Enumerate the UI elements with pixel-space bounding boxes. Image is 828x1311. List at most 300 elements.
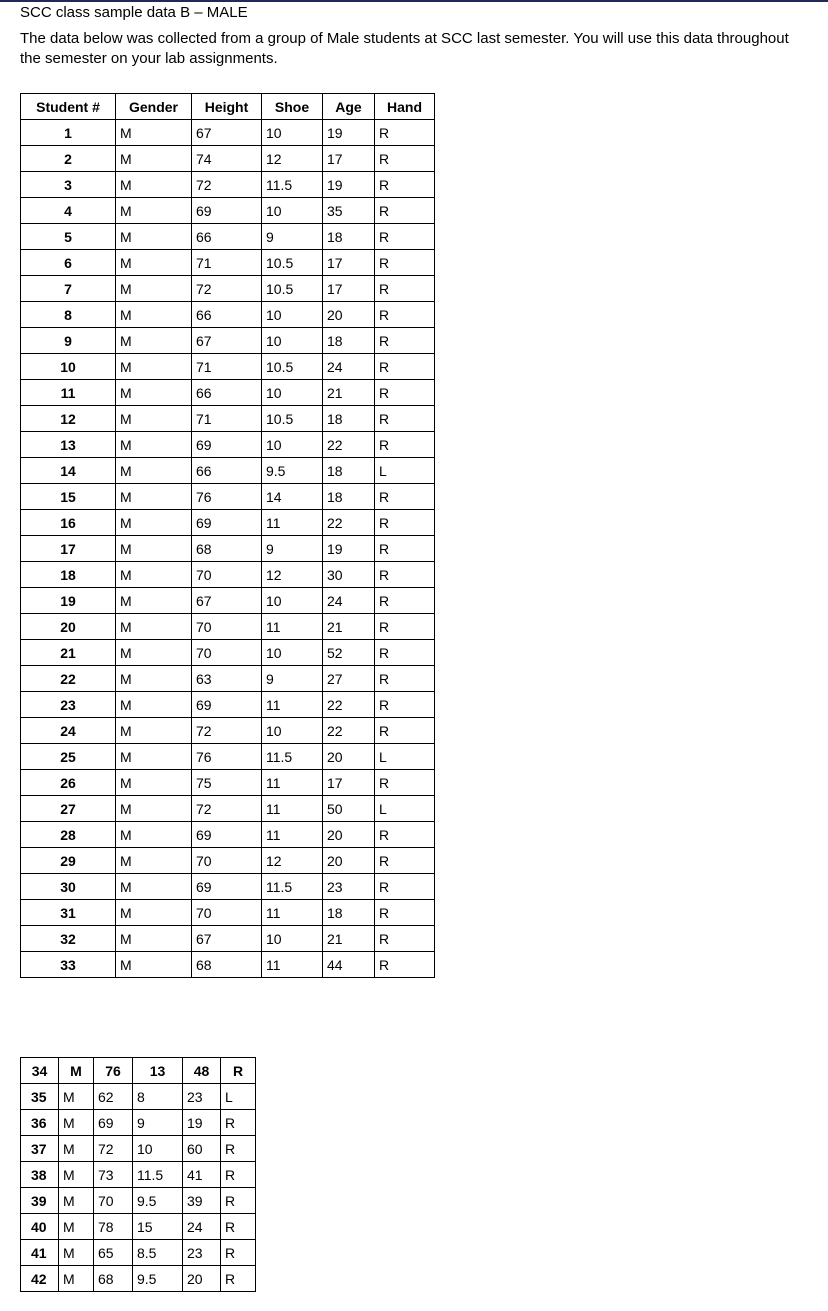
table-row — [21, 1136, 256, 1162]
table-row — [21, 510, 435, 536]
cell-age: 24 — [323, 588, 375, 614]
cell-shoe: 11.5 — [262, 874, 323, 900]
cell-hand: R — [375, 302, 435, 328]
cell-age: 18 — [323, 406, 375, 432]
cell-age: 20 — [323, 744, 375, 770]
cell-student-number: 13 — [21, 432, 116, 458]
cell-hand: R — [375, 952, 435, 978]
cell-shoe: 12 — [262, 146, 323, 172]
header-shoe: Shoe — [262, 94, 323, 120]
cell-hand: R — [221, 1058, 256, 1084]
cell-hand: R — [221, 1240, 256, 1266]
cell-height: 75 — [192, 770, 262, 796]
table-row — [21, 146, 435, 172]
table-row — [21, 1188, 256, 1214]
cell-gender: M — [116, 354, 192, 380]
cell-hand: L — [375, 796, 435, 822]
cell-age: 20 — [323, 302, 375, 328]
cell-student-number: 8 — [21, 302, 116, 328]
cell-gender: M — [116, 718, 192, 744]
cell-hand: R — [375, 172, 435, 198]
cell-age: 22 — [323, 432, 375, 458]
cell-hand: R — [375, 718, 435, 744]
cell-student-number: 19 — [21, 588, 116, 614]
cell-student-number: 30 — [21, 874, 116, 900]
cell-height: 67 — [192, 926, 262, 952]
cell-gender: M — [59, 1162, 94, 1188]
cell-age: 52 — [323, 640, 375, 666]
cell-student-number: 1 — [21, 120, 116, 146]
cell-student-number: 33 — [21, 952, 116, 978]
cell-student-number: 37 — [21, 1136, 59, 1162]
cell-height: 62 — [94, 1084, 133, 1110]
table-row — [21, 458, 435, 484]
cell-age: 18 — [323, 328, 375, 354]
cell-age: 21 — [323, 380, 375, 406]
cell-gender: M — [116, 692, 192, 718]
cell-student-number: 31 — [21, 900, 116, 926]
cell-gender: M — [116, 588, 192, 614]
cell-hand: R — [375, 562, 435, 588]
cell-gender: M — [116, 744, 192, 770]
cell-height: 70 — [192, 900, 262, 926]
data-table — [20, 93, 435, 978]
cell-hand: L — [375, 458, 435, 484]
cell-hand: R — [375, 406, 435, 432]
cell-gender: M — [116, 614, 192, 640]
cell-hand: R — [375, 354, 435, 380]
cell-student-number: 12 — [21, 406, 116, 432]
cell-height: 70 — [192, 614, 262, 640]
cell-student-number: 40 — [21, 1214, 59, 1240]
cell-height: 76 — [94, 1058, 133, 1084]
cell-student-number: 4 — [21, 198, 116, 224]
cell-age: 50 — [323, 796, 375, 822]
cell-hand: R — [375, 640, 435, 666]
cell-shoe: 11 — [262, 614, 323, 640]
cell-shoe: 10 — [262, 302, 323, 328]
cell-height: 66 — [192, 224, 262, 250]
cell-hand: R — [375, 536, 435, 562]
cell-student-number: 6 — [21, 250, 116, 276]
cell-height: 68 — [192, 952, 262, 978]
cell-student-number: 14 — [21, 458, 116, 484]
cell-height: 69 — [192, 822, 262, 848]
cell-age: 27 — [323, 666, 375, 692]
cell-gender: M — [59, 1214, 94, 1240]
cell-hand: R — [375, 848, 435, 874]
cell-height: 72 — [192, 172, 262, 198]
cell-shoe: 9.5 — [262, 458, 323, 484]
cell-gender: M — [116, 406, 192, 432]
cell-student-number: 26 — [21, 770, 116, 796]
table-row — [21, 1058, 256, 1084]
cell-height: 69 — [94, 1110, 133, 1136]
cell-height: 70 — [192, 848, 262, 874]
cell-age: 30 — [323, 562, 375, 588]
cell-age: 44 — [323, 952, 375, 978]
cell-student-number: 3 — [21, 172, 116, 198]
cell-student-number: 23 — [21, 692, 116, 718]
cell-student-number: 20 — [21, 614, 116, 640]
cell-height: 72 — [192, 718, 262, 744]
cell-student-number: 34 — [21, 1058, 59, 1084]
cell-gender: M — [116, 848, 192, 874]
cell-age: 18 — [323, 900, 375, 926]
cell-age: 17 — [323, 146, 375, 172]
cell-shoe: 13 — [133, 1058, 183, 1084]
cell-gender: M — [116, 926, 192, 952]
table-row — [21, 900, 435, 926]
cell-student-number: 10 — [21, 354, 116, 380]
cell-shoe: 12 — [262, 562, 323, 588]
cell-gender: M — [59, 1240, 94, 1266]
table-row — [21, 562, 435, 588]
cell-age: 48 — [183, 1058, 221, 1084]
cell-height: 72 — [192, 276, 262, 302]
cell-shoe: 9.5 — [133, 1188, 183, 1214]
cell-age: 35 — [323, 198, 375, 224]
cell-shoe: 10.5 — [262, 406, 323, 432]
cell-hand: R — [375, 198, 435, 224]
cell-student-number: 24 — [21, 718, 116, 744]
cell-gender: M — [116, 536, 192, 562]
cell-gender: M — [116, 276, 192, 302]
cell-student-number: 41 — [21, 1240, 59, 1266]
cell-shoe: 10 — [262, 588, 323, 614]
cell-student-number: 32 — [21, 926, 116, 952]
table-row — [21, 874, 435, 900]
cell-shoe: 11.5 — [262, 172, 323, 198]
cell-age: 41 — [183, 1162, 221, 1188]
cell-hand: R — [375, 822, 435, 848]
cell-height: 71 — [192, 406, 262, 432]
cell-age: 20 — [323, 848, 375, 874]
cell-hand: R — [375, 588, 435, 614]
cell-hand: R — [375, 510, 435, 536]
cell-age: 18 — [323, 484, 375, 510]
cell-gender: M — [116, 224, 192, 250]
cell-shoe: 12 — [262, 848, 323, 874]
cell-height: 69 — [192, 692, 262, 718]
table-row — [21, 1084, 256, 1110]
header-age: Age — [323, 94, 375, 120]
cell-shoe: 11 — [262, 770, 323, 796]
table-row — [21, 536, 435, 562]
table-row — [21, 172, 435, 198]
cell-student-number: 5 — [21, 224, 116, 250]
cell-gender: M — [116, 432, 192, 458]
page-title: SCC class sample data B – MALE — [20, 4, 248, 21]
cell-shoe: 10.5 — [262, 250, 323, 276]
table-row — [21, 484, 435, 510]
cell-gender: M — [116, 874, 192, 900]
table-row — [21, 1214, 256, 1240]
cell-student-number: 36 — [21, 1110, 59, 1136]
table-row — [21, 354, 435, 380]
header-student-number: Student # — [21, 94, 116, 120]
cell-height: 70 — [192, 562, 262, 588]
cell-hand: R — [375, 120, 435, 146]
data-table-continued — [20, 1057, 256, 1292]
cell-age: 24 — [183, 1214, 221, 1240]
cell-age: 22 — [323, 692, 375, 718]
cell-hand: R — [375, 432, 435, 458]
cell-shoe: 10 — [262, 640, 323, 666]
table-row — [21, 250, 435, 276]
cell-gender: M — [59, 1058, 94, 1084]
header-height: Height — [192, 94, 262, 120]
cell-height: 67 — [192, 328, 262, 354]
cell-age: 22 — [323, 510, 375, 536]
cell-hand: R — [375, 276, 435, 302]
cell-shoe: 11 — [262, 510, 323, 536]
cell-shoe: 11 — [262, 952, 323, 978]
cell-age: 19 — [183, 1110, 221, 1136]
cell-age: 20 — [183, 1266, 221, 1292]
cell-shoe: 14 — [262, 484, 323, 510]
cell-shoe: 10 — [262, 120, 323, 146]
cell-student-number: 39 — [21, 1188, 59, 1214]
cell-student-number: 25 — [21, 744, 116, 770]
cell-student-number: 29 — [21, 848, 116, 874]
cell-age: 19 — [323, 120, 375, 146]
table-row — [21, 822, 435, 848]
cell-height: 78 — [94, 1214, 133, 1240]
cell-age: 60 — [183, 1136, 221, 1162]
cell-shoe: 9 — [262, 666, 323, 692]
table-row — [21, 328, 435, 354]
cell-age: 19 — [323, 536, 375, 562]
cell-shoe: 9 — [133, 1110, 183, 1136]
cell-height: 73 — [94, 1162, 133, 1188]
cell-gender: M — [116, 666, 192, 692]
table-row — [21, 380, 435, 406]
top-rule — [0, 0, 828, 2]
cell-hand: R — [375, 146, 435, 172]
cell-student-number: 9 — [21, 328, 116, 354]
cell-age: 23 — [183, 1084, 221, 1110]
cell-height: 66 — [192, 380, 262, 406]
cell-hand: R — [221, 1110, 256, 1136]
cell-shoe: 11 — [262, 796, 323, 822]
cell-height: 71 — [192, 354, 262, 380]
cell-gender: M — [116, 250, 192, 276]
cell-age: 20 — [323, 822, 375, 848]
table-row — [21, 1162, 256, 1188]
table-row — [21, 1110, 256, 1136]
cell-gender: M — [59, 1136, 94, 1162]
cell-hand: R — [221, 1188, 256, 1214]
table-header-row — [21, 94, 435, 120]
cell-height: 70 — [94, 1188, 133, 1214]
cell-age: 17 — [323, 250, 375, 276]
cell-student-number: 16 — [21, 510, 116, 536]
cell-gender: M — [59, 1110, 94, 1136]
cell-hand: R — [375, 926, 435, 952]
cell-shoe: 10 — [262, 198, 323, 224]
table-row — [21, 224, 435, 250]
cell-age: 17 — [323, 770, 375, 796]
cell-student-number: 21 — [21, 640, 116, 666]
cell-shoe: 10 — [133, 1136, 183, 1162]
cell-height: 76 — [192, 484, 262, 510]
cell-student-number: 18 — [21, 562, 116, 588]
table-row — [21, 198, 435, 224]
table-row — [21, 614, 435, 640]
cell-height: 70 — [192, 640, 262, 666]
intro-paragraph: The data below was collected from a group of Male students at SCC last semester. You will use this data throughout the semester on your lab assignments. — [20, 30, 789, 67]
cell-shoe: 11 — [262, 822, 323, 848]
cell-student-number: 27 — [21, 796, 116, 822]
cell-hand: R — [375, 900, 435, 926]
cell-student-number: 7 — [21, 276, 116, 302]
cell-hand: L — [375, 744, 435, 770]
cell-age: 21 — [323, 614, 375, 640]
table-row — [21, 120, 435, 146]
cell-hand: R — [375, 614, 435, 640]
cell-height: 69 — [192, 198, 262, 224]
cell-gender: M — [59, 1188, 94, 1214]
cell-height: 67 — [192, 120, 262, 146]
cell-age: 22 — [323, 718, 375, 744]
header-gender: Gender — [116, 94, 192, 120]
cell-shoe: 10.5 — [262, 276, 323, 302]
cell-age: 18 — [323, 458, 375, 484]
cell-hand: R — [375, 224, 435, 250]
cell-gender: M — [116, 328, 192, 354]
table-row — [21, 718, 435, 744]
cell-hand: R — [221, 1136, 256, 1162]
cell-height: 66 — [192, 302, 262, 328]
cell-student-number: 15 — [21, 484, 116, 510]
table-row — [21, 666, 435, 692]
cell-gender: M — [59, 1266, 94, 1292]
cell-shoe: 10 — [262, 432, 323, 458]
cell-hand: R — [375, 874, 435, 900]
cell-age: 24 — [323, 354, 375, 380]
cell-student-number: 17 — [21, 536, 116, 562]
cell-age: 17 — [323, 276, 375, 302]
table-row — [21, 406, 435, 432]
cell-student-number: 35 — [21, 1084, 59, 1110]
table-row — [21, 302, 435, 328]
cell-shoe: 10 — [262, 380, 323, 406]
cell-student-number: 11 — [21, 380, 116, 406]
table-row — [21, 1266, 256, 1292]
cell-hand: R — [375, 770, 435, 796]
cell-height: 72 — [192, 796, 262, 822]
cell-gender: M — [116, 302, 192, 328]
cell-gender: M — [116, 146, 192, 172]
cell-height: 76 — [192, 744, 262, 770]
cell-gender: M — [116, 900, 192, 926]
cell-height: 63 — [192, 666, 262, 692]
cell-gender: M — [116, 380, 192, 406]
cell-shoe: 10.5 — [262, 354, 323, 380]
cell-height: 66 — [192, 458, 262, 484]
cell-age: 21 — [323, 926, 375, 952]
table-row — [21, 588, 435, 614]
cell-height: 65 — [94, 1240, 133, 1266]
cell-shoe: 9 — [262, 536, 323, 562]
cell-shoe: 8 — [133, 1084, 183, 1110]
cell-hand: R — [375, 692, 435, 718]
cell-height: 69 — [192, 874, 262, 900]
cell-shoe: 10 — [262, 718, 323, 744]
cell-gender: M — [116, 198, 192, 224]
cell-hand: R — [375, 380, 435, 406]
table-row — [21, 1240, 256, 1266]
cell-gender: M — [116, 458, 192, 484]
cell-gender: M — [116, 822, 192, 848]
cell-gender: M — [116, 640, 192, 666]
cell-gender: M — [116, 770, 192, 796]
cell-shoe: 9 — [262, 224, 323, 250]
cell-gender: M — [59, 1084, 94, 1110]
cell-height: 67 — [192, 588, 262, 614]
cell-shoe: 9.5 — [133, 1266, 183, 1292]
cell-gender: M — [116, 952, 192, 978]
cell-hand: R — [375, 666, 435, 692]
cell-height: 68 — [94, 1266, 133, 1292]
header-hand: Hand — [375, 94, 435, 120]
cell-hand: R — [221, 1266, 256, 1292]
cell-height: 68 — [192, 536, 262, 562]
table-row — [21, 276, 435, 302]
cell-age: 18 — [323, 224, 375, 250]
cell-height: 72 — [94, 1136, 133, 1162]
cell-hand: R — [221, 1162, 256, 1188]
table-row — [21, 952, 435, 978]
table-row — [21, 770, 435, 796]
table-row — [21, 744, 435, 770]
cell-shoe: 15 — [133, 1214, 183, 1240]
table-row — [21, 692, 435, 718]
cell-student-number: 22 — [21, 666, 116, 692]
cell-shoe: 10 — [262, 926, 323, 952]
cell-height: 71 — [192, 250, 262, 276]
cell-height: 69 — [192, 432, 262, 458]
cell-age: 23 — [183, 1240, 221, 1266]
cell-gender: M — [116, 120, 192, 146]
cell-gender: M — [116, 796, 192, 822]
cell-shoe: 10 — [262, 328, 323, 354]
table-row — [21, 796, 435, 822]
table-row — [21, 640, 435, 666]
cell-hand: L — [221, 1084, 256, 1110]
cell-student-number: 38 — [21, 1162, 59, 1188]
table-row — [21, 432, 435, 458]
table-row — [21, 848, 435, 874]
cell-student-number: 2 — [21, 146, 116, 172]
cell-gender: M — [116, 484, 192, 510]
cell-age: 23 — [323, 874, 375, 900]
table-row — [21, 926, 435, 952]
cell-gender: M — [116, 562, 192, 588]
cell-height: 74 — [192, 146, 262, 172]
cell-shoe: 11.5 — [133, 1162, 183, 1188]
cell-shoe: 11 — [262, 900, 323, 926]
cell-hand: R — [375, 484, 435, 510]
cell-hand: R — [221, 1214, 256, 1240]
cell-hand: R — [375, 328, 435, 354]
cell-shoe: 11.5 — [262, 744, 323, 770]
cell-shoe: 8.5 — [133, 1240, 183, 1266]
cell-student-number: 28 — [21, 822, 116, 848]
cell-gender: M — [116, 172, 192, 198]
cell-age: 19 — [323, 172, 375, 198]
